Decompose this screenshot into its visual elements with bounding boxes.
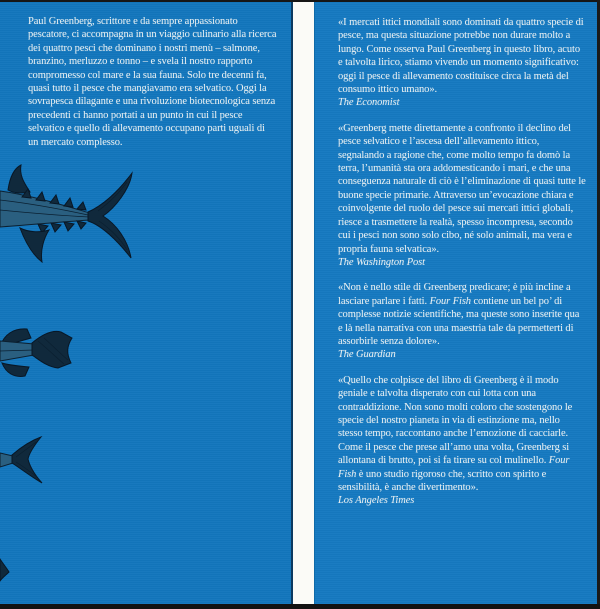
quote-text: «Non è nello stile di Greenberg predicare; è più incline a lasciare parlare i fatti. Four Fish contiene un bel po’ di complesse notizie scientifiche, ma queste sono inserite qua e là nella narrativa con una maestria tale da permetterti di assorbirle senza dolore». — [338, 282, 580, 347]
quote-text: «Greenberg mette direttamente a confronto il declino del pesce selvatico e l’ascesa dell’allevamento ittico, segnalando a ragione che, come molto tempo fa domò la terra, l’umanità sta ora addomesticando i mari, e che una conseguenza naturale di ciò è l’eliminazione di quasi tutte le buone specie primarie. Attraverso un’evocazione chiara e coinvolgente del ruolo del pesce sui mercati ittici globali, riesce a trasmettere la realtà, spesso incompresa, secondo cui i pesci non sono solo cibo, né solo animali, ma vera e propria fauna selvatica». — [338, 122, 586, 255]
right-flap-panel — [314, 2, 600, 604]
left-flap-panel — [0, 2, 293, 604]
cod-tail-illustration — [0, 325, 76, 381]
fin-fragment-illustration — [0, 557, 11, 583]
quote-source: Los Angeles Times — [338, 495, 415, 507]
top-frame-edge — [0, 0, 600, 2]
review-quote — [338, 16, 586, 110]
quote-text: «Quello che colpisce del libro di Greenberg è il modo geniale e talvolta disperato con cui lotta con una contraddizione. Non sono molti coloro che sostengono le specie del nostro pianeta in via di estinzione ma, nello stesso tempo, raccontano anche l’emozione di cacciarle. Come il pesce che prese all’amo una volta, Greenberg si allontana di brutto, poi si fa tirare su col mulinello. Four Fish è uno studio rigoroso che, scritto con spirito e sensibilità, è anche divertimento». — [338, 374, 573, 493]
quote-source: The Economist — [338, 97, 400, 109]
bottom-frame-edge — [0, 604, 600, 609]
panel-gutter — [293, 2, 314, 604]
bass-tail-illustration — [0, 435, 45, 485]
review-quote — [338, 122, 586, 269]
review-quote — [338, 281, 586, 361]
quote-source: The Washington Post — [338, 256, 425, 268]
quotes-list — [315, 2, 600, 508]
quote-text: «I mercati ittici mondiali sono dominati da quattro specie di pesce, ma questa situazione potrebbe non durare molto a lungo. Come osserva Paul Greenberg in questo libro, acuto e talvolta lirico, stiamo vivendo un momento significativo: oggi il pesce di allevamento costituisce circa la metà del consumo ittico umano». — [338, 17, 584, 96]
tuna-tail-illustration — [0, 164, 138, 264]
quote-source: The Guardian — [338, 349, 396, 361]
intro-paragraph: Paul Greenberg, scrittore e da sempre appassionato pescatore, ci accompagna in un viaggio culinario alla ricerca dei quattro pesci che dominano i nostri menù – salmone, branzino, merluzzo e tonno – e svela il nostro rapporto compromesso col mare e la sua fauna. Solo tre decenni fa, quasi tutto il pesce che mangiavamo era selvatico. Oggi la sovrapesca dilagante e una rivoluzione biotecnologica senza precedenti ci hanno portati a un punto in cui il pesce selvatico e quello di allevamento occupano parti uguali di un mercato complesso. — [28, 16, 277, 148]
review-quote — [338, 374, 586, 508]
